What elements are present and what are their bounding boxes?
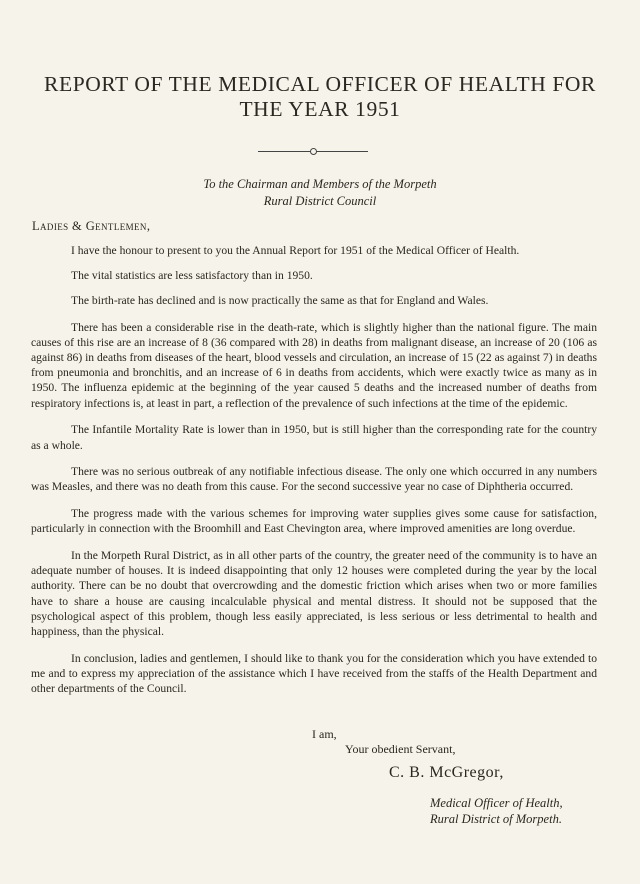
- officer-title-block: [430, 795, 563, 827]
- addressee-line-1: To the Chairman and Members of the Morpeth: [203, 177, 437, 191]
- paragraph-4: There has been a considerable rise in the death-rate, which is slightly higher than the national figure. The main causes of this rise are an increase of 8 (36 compared with 28) in deaths from malignant disease, an increase of 20 (106 as against 86) in deaths from diseases of the heart, blood vessels and circulation, an increase of 15 (22 as against 7) in deaths from pneumonia and bronchitis, and an increase of 6 in deaths from accidents, which were exactly twice as many as in 1950. The influenza epidemic at the beginning of the year caused 5 deaths and the increased number of deaths from respiratory infections is, at least in part, a reflection of the prevalence of such infections at the time of the epidemic.: [31, 320, 597, 410]
- paragraph-5: The Infantile Mortality Rate is lower than in 1950, but is still higher than the corresponding rate for the country as a whole.: [31, 423, 597, 452]
- report-title: [0, 72, 640, 122]
- divider-circle-icon: [310, 148, 317, 155]
- title-line-1: REPORT OF THE MEDICAL OFFICER OF HEALTH FOR: [44, 72, 596, 96]
- paragraph-2: The vital statistics are less satisfactory than in 1950.: [71, 269, 313, 283]
- closing-line-2: Your obedient Servant,: [345, 742, 456, 756]
- paragraph-9: In conclusion, ladies and gentlemen, I should like to thank you for the consideration which you have extended to me and to express my appreciation of the assistance which I have received from the staffs of the Health Department and other departments of the Council.: [31, 651, 597, 696]
- addressee-block: [0, 176, 640, 210]
- signature-name: C. B. McGregor,: [389, 764, 504, 781]
- officer-title-line-2: Rural District of Morpeth.: [430, 812, 562, 826]
- officer-title-line-1: Medical Officer of Health,: [430, 796, 563, 810]
- salutation: Ladies & Gentlemen,: [32, 219, 151, 233]
- closing-block: [312, 727, 455, 757]
- paragraph-3: The birth-rate has declined and is now practically the same as that for England and Wales.: [71, 294, 489, 308]
- paragraph-7: The progress made with the various schemes for improving water supplies gives some cause for satisfaction, particularly in connection with the Broomhill and East Chevington area, where improved amenities are long overdue.: [31, 507, 597, 536]
- report-body: [31, 243, 597, 708]
- paragraph-1: I have the honour to present to you the Annual Report for 1951 of the Medical Officer of Health.: [71, 244, 520, 257]
- addressee-line-2: Rural District Council: [263, 194, 377, 208]
- title-line-2: THE YEAR 1951: [239, 97, 401, 121]
- closing-line-1: I am,: [312, 727, 337, 741]
- paragraph-6: There was no serious outbreak of any notifiable infectious disease. The only one which occurred in any numbers was Measles, and there was no death from this cause. For the second successive year no case of Diphtheria occurred.: [31, 465, 597, 494]
- paragraph-8: In the Morpeth Rural District, as in all other parts of the country, the greater need of the community is to have an adequate number of houses. It is indeed disappointing that only 12 houses were completed during the year by the local authority. There can be no doubt that overcrowding and the domestic friction which arises when two or more families have to share a house are causing incalculable physical and mental distress. It should not be supposed that the psychological aspect of this problem, though less easily appreciated, is less serious or less detrimental to health and happiness, than the physical.: [31, 549, 597, 639]
- ornamental-divider: [258, 151, 368, 152]
